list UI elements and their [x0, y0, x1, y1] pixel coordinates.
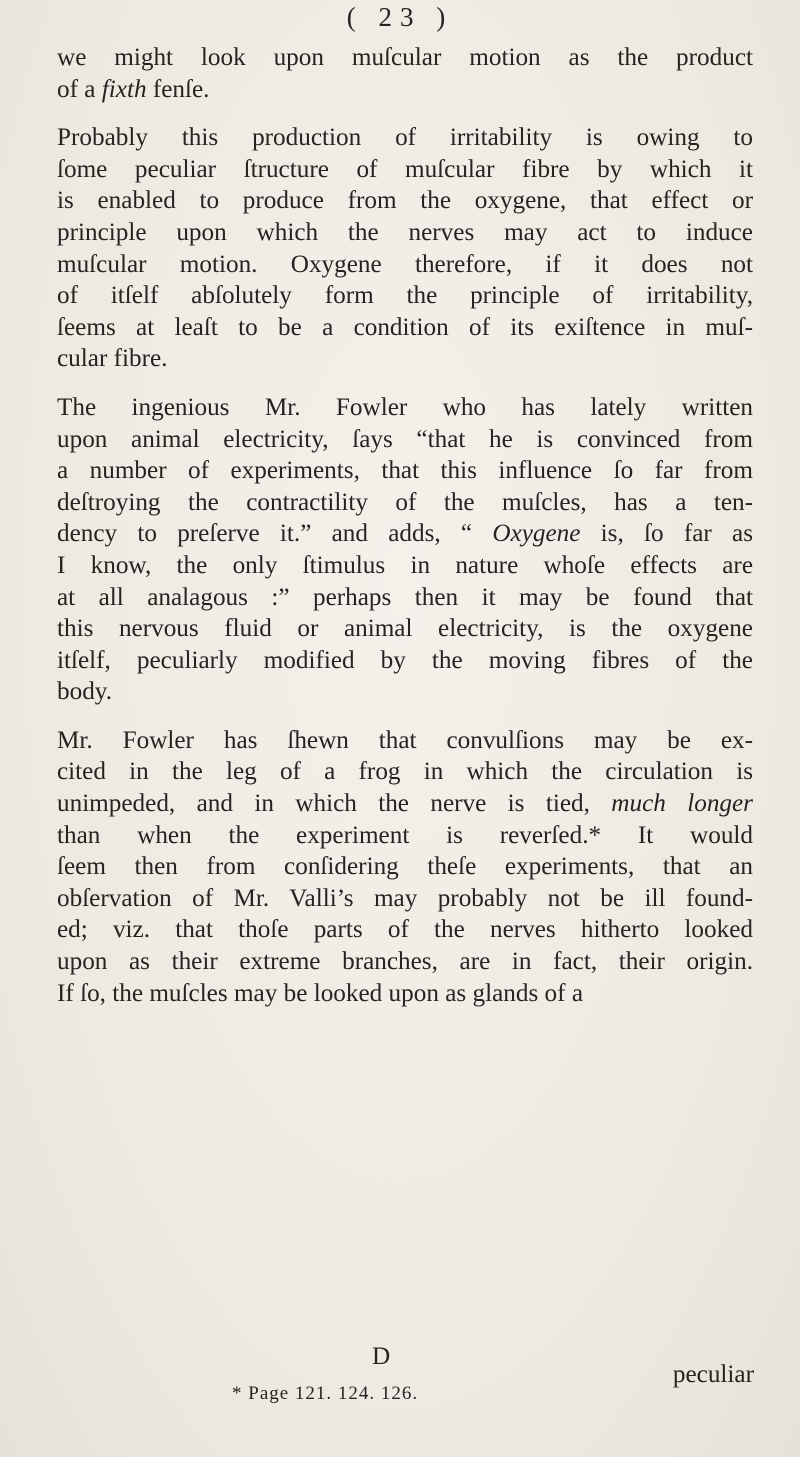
text-line: ſeems at leaſt to be a condition of its exiſtence in muſ-: [57, 313, 753, 341]
text-line: ſome peculiar ſtructure of muſcular fibre by which it: [57, 155, 753, 183]
footnote: * Page 121. 124. 126.: [232, 1383, 419, 1404]
text-line: Probably this production of irritability is owing to: [57, 124, 753, 152]
text-line: at all analagous :” perhaps then it may be found that: [57, 583, 753, 611]
text-line: of a fixth fenſe.: [57, 75, 210, 103]
text-line: ed; viz. that thoſe parts of the nerves hitherto looked: [57, 916, 753, 944]
text-line: itſelf, peculiarly modified by the moving fibres of the: [57, 646, 753, 674]
paragraph-gap: [57, 375, 753, 392]
paragraph: [57, 42, 753, 105]
text-line: we might look upon muſcular motion as the product: [57, 44, 753, 71]
text-line: obſervation of Mr. Valli’s may probably not be ill found-: [57, 884, 753, 912]
text-line: a number of experiments, that this influence ſo far from: [57, 457, 753, 485]
paragraph-gap: [57, 105, 753, 122]
text-line: upon animal electricity, ſays “that he is convinced from: [57, 425, 753, 453]
text-line: dency to preſerve it.” and adds, “ Oxygene is, ſo far as: [57, 520, 754, 548]
page-foot: [0, 1343, 800, 1388]
paragraph-gap: [57, 708, 753, 725]
text-line: body.: [57, 678, 113, 706]
text-line: Mr. Fowler has ſhewn that convulſions may be ex-: [57, 726, 753, 754]
text-line: If ſo, the muſcles may be looked upon as glands of a: [57, 979, 584, 1007]
text-line: The ingenious Mr. Fowler who has lately written: [57, 393, 753, 421]
text-line: I know, the only ſtimulus in nature whoſe effects are: [57, 551, 753, 579]
text-line: this nervous fluid or animal electricity, is the oxygene: [57, 615, 753, 643]
paragraph: [57, 122, 753, 375]
text-line: deſtroying the contractility of the muſcles, has a ten-: [57, 488, 753, 516]
text-line: cular fibre.: [57, 345, 168, 373]
signature-mark: D: [372, 1343, 391, 1370]
text-line: is enabled to produce from the oxygene, that effect or: [57, 187, 753, 215]
text-line: upon as their extreme branches, are in fact, their origin.: [57, 948, 753, 976]
page-number: ( 23 ): [346, 2, 454, 32]
text-line: cited in the leg of a frog in which the circulation is: [57, 758, 753, 786]
paragraph: [57, 725, 753, 1009]
text-line: of itſelf abſolutely form the principle of irritability,: [57, 282, 753, 310]
text-line: than when the experiment is reverſed.* It would: [57, 821, 753, 849]
text-line: ſeem then from conſidering theſe experiments, that an: [57, 853, 753, 881]
text-line: muſcular motion. Oxygene therefore, if it does not: [57, 250, 753, 278]
text-line: principle upon which the nerves may act to induce: [57, 218, 753, 246]
paragraph: [57, 392, 753, 708]
catchword: peculiar: [672, 1361, 754, 1388]
text-line: unimpeded, and in which the nerve is tied, much longer: [57, 790, 753, 818]
body-text: [57, 42, 753, 1009]
